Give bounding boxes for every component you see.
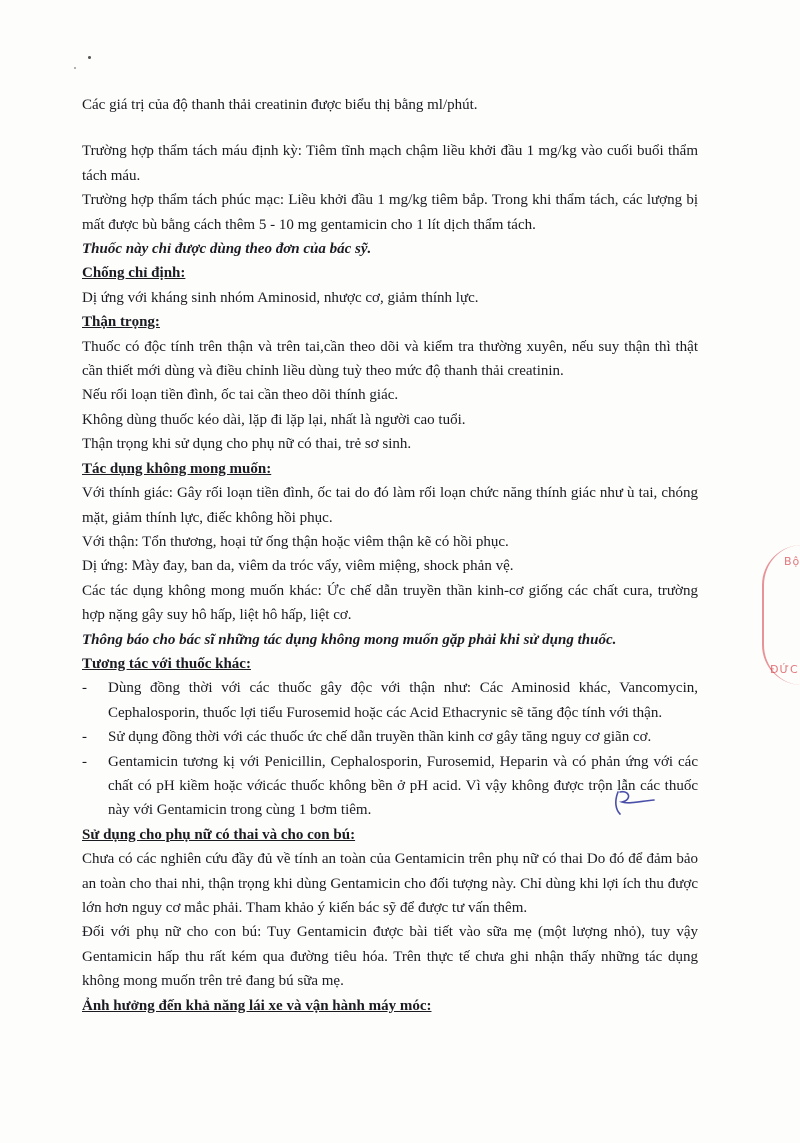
document-body: [82, 93, 698, 1018]
precaution-line: Không dùng thuốc kéo dài, lặp đi lặp lại, nhất là người cao tuổi.: [82, 411, 466, 428]
precaution-line: Nếu rối loạn tiền đình, ốc tai cần theo dõi thính giác.: [82, 387, 399, 404]
side-effect-line: Các tác dụng không mong muốn khác: Ức chế dẫn truyền thần kinh-cơ giống các chất cura, trường hợp nặng gây suy hô hấp, liệt hô hấp, liệt cơ.: [82, 582, 698, 624]
interaction-item: [82, 750, 698, 823]
scan-speck: [74, 67, 76, 69]
driving-heading: Ảnh hưởng đến khả năng lái xe và vận hành máy móc:: [82, 997, 432, 1014]
interaction-text: Sử dụng đồng thời với các thuốc ức chế dẫn truyền thần kinh cơ gây tăng nguy cơ giãn cơ.: [108, 729, 652, 746]
scan-speck: [88, 56, 91, 59]
precautions-heading: Thận trọng:: [82, 314, 160, 331]
signature-mark: [610, 788, 660, 818]
side-effect-line: Với thính giác: Gây rối loạn tiền đình, ốc tai do đó làm rối loạn chức năng thính giác như ù tai, chóng mặt, giảm thính lực, điếc không hồi phục.: [82, 485, 698, 526]
prescription-only-notice: Thuốc này chỉ được dùng theo đơn của bác sỹ.: [82, 241, 372, 258]
interaction-item: [82, 676, 698, 725]
side-effect-line: Với thận: Tổn thương, hoại tử ống thận hoặc viêm thận kẽ có hồi phục.: [82, 533, 509, 550]
creatinine-note: Các giá trị của độ thanh thải creatinin được biểu thị bằng ml/phút.: [82, 97, 478, 113]
stamp-fragment: ĐỨC: [770, 663, 799, 676]
precaution-line: Thận trọng khi sử dụng cho phụ nữ có thai, trẻ sơ sinh.: [82, 436, 412, 453]
pregnancy-line: Chưa có các nghiên cứu đầy đủ về tính an toàn của Gentamicin trên phụ nữ có thai Do đó để đảm bảo an toàn cho thai nhi, thận trọng khi dùng Gentamicin cho đối tượng này. Chỉ dùng khi lợi ích thu được lớn hơn nguy cơ mắc phải. Tham khảo ý kiến bác sỹ để được tư vấn thêm.: [82, 851, 698, 916]
pregnancy-line: Đối với phụ nữ cho con bú: Tuy Gentamicin được bài tiết vào sữa mẹ (một lượng nhỏ), tuy vậy Gentamicin hấp thu rất kém qua đường tiêu hóa. Trên thực tế chưa ghi nhận thấy những tác dụng không mong muốn trên trẻ đang bú sữa mẹ.: [82, 924, 698, 990]
bullet-dash: -: [82, 680, 87, 697]
interactions-list: [82, 676, 698, 822]
bullet-dash: -: [82, 753, 87, 770]
side-effect-line: Dị ứng: Mày đay, ban da, viêm da tróc vẩy, viêm miệng, shock phản vệ.: [82, 558, 514, 575]
peritoneal-dosing: Trường hợp thẩm tách phúc mạc: Liều khởi đầu 1 mg/kg tiêm bắp. Trong khi thẩm tách, các lượng bị mất được bù bằng cách thêm 5 - 10 mg gentamicin cho 1 lít dịch thẩm tách.: [82, 192, 698, 233]
contraindications-heading: Chống chỉ định:: [82, 265, 186, 282]
interaction-text: Dùng đồng thời với các thuốc gây độc với thận như: Các Aminosid khác, Vancomycin, Cephalosporin, thuốc lợi tiểu Furosemid hoặc các Acid Ethacrynic sẽ tăng độc tính với thận.: [108, 680, 698, 721]
side-effects-notice: Thông báo cho bác sĩ những tác dụng không mong muốn gặp phải khi sử dụng thuốc.: [82, 631, 617, 648]
side-effects-heading: Tác dụng không mong muốn:: [82, 460, 272, 477]
interaction-text: Gentamicin tương kị với Penicillin, Cephalosporin, Furosemid, Heparin và có phản ứng với các chất có pH kiềm hoặc vớicác thuốc không bền ở pH acid. Vì vậy không được trộn lẫn các thuốc này với Gentamicin trong cùng 1 bơm tiêm.: [108, 753, 698, 819]
stamp-fragment: Bộ: [784, 555, 800, 568]
interactions-heading: Tương tác với thuốc khác:: [82, 655, 251, 672]
interaction-item: [82, 725, 698, 749]
bullet-dash: -: [82, 729, 87, 746]
pregnancy-heading: Sử dụng cho phụ nữ có thai và cho con bú:: [82, 826, 356, 843]
red-stamp-partial: [762, 545, 800, 685]
precaution-line: Thuốc có độc tính trên thận và trên tai,cần theo dõi và kiểm tra thường xuyên, nếu suy thận thì thật cần thiết mới dùng và điều chỉnh liều dùng tuỳ theo mức độ thanh thải creatinin.: [82, 338, 698, 380]
hemodialysis-dosing: Trường hợp thẩm tách máu định kỳ: Tiêm tĩnh mạch chậm liều khởi đầu 1 mg/kg vào cuối buổi thẩm tách máu.: [82, 143, 698, 184]
contraindications-text: Dị ứng với kháng sinh nhóm Aminosid, nhược cơ, giảm thính lực.: [82, 289, 479, 306]
